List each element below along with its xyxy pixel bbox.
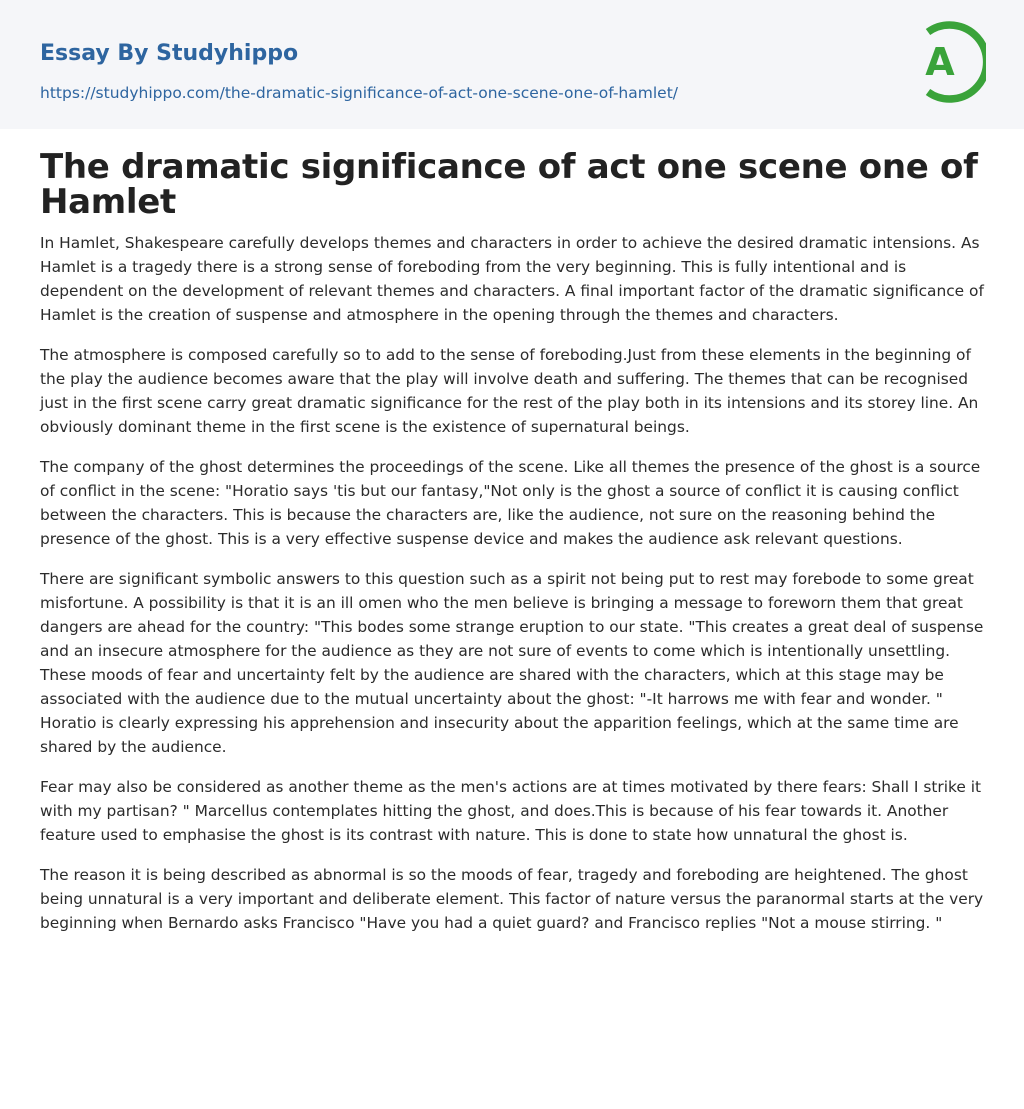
logo-letter: A [925,40,955,84]
page-header [0,0,1024,129]
studyhippo-logo-icon[interactable] [912,19,986,105]
article-url-link[interactable]: https://studyhippo.com/the-dramatic-significance-of-act-one-scene-one-of-hamlet/ [40,84,678,102]
article-paragraph: The reason it is being described as abnormal is so the moods of fear, tragedy and foreboding are heightened. The ghost being unnatural is a very important and deliberate element. This factor of nature versus the paranormal starts at the very beginning when Bernardo asks Francisco "Have you had a quiet guard? and Francisco replies "Not a mouse stirring. " [40,866,984,932]
article-paragraph: In Hamlet, Shakespeare carefully develops themes and characters in order to achieve the desired dramatic intensions. As Hamlet is a tragedy there is a strong sense of foreboding from the very beginning. This is fully intentional and is dependent on the development of relevant themes and characters. A final important factor of the dramatic significance of Hamlet is the creation of suspense and atmosphere in the opening through the themes and characters. [40,234,984,324]
article-paragraph: The atmosphere is composed carefully so to add to the sense of foreboding.Just from these elements in the beginning of the play the audience becomes aware that the play will involve death and suffering. The themes that can be recognised just in the first scene carry great dramatic significance for the rest of the play both in its intensions and its storey line. An obviously dominant theme in the first scene is the existence of supernatural beings. [40,346,979,436]
article-paragraph: There are significant symbolic answers to this question such as a spirit not being put to rest may forebode to some great misfortune. A possibility is that it is an ill omen who the men believe is bringing a message to foreworn them that great dangers are ahead for the country: "This bodes some strange eruption to our state. "This creates a great deal of suspense and an insecure atmosphere for the audience as they are not sure of events to come which is intentionally unsettling. These moods of fear and uncertainty felt by the audience are shared with the characters, which at this stage may be associated with the audience due to the mutual uncertainty about the ghost: "-It harrows me with fear and wonder. " Horatio is clearly expressing his apprehension and insecurity about the apparition feelings, which at the same time are shared by the audience. [40,570,984,756]
article-body [40,231,984,935]
article-title: The dramatic significance of act one scene one of Hamlet [40,147,978,222]
article-paragraph: Fear may also be considered as another theme as the men's actions are at times motivated by there fears: Shall I strike it with my partisan? " Marcellus contemplates hitting the ghost, and does.This is because of his fear towards it. Another feature used to emphasise the ghost is its contrast with nature. This is done to state how unnatural the ghost is. [40,778,982,844]
article-paragraph: The company of the ghost determines the proceedings of the scene. Like all themes the presence of the ghost is a source of conflict in the scene: "Horatio says 'tis but our fantasy,"Not only is the ghost a source of conflict it is causing conflict between the characters. This is because the characters are, like the audience, not sure on the reasoning behind the presence of the ghost. This is a very effective suspense device and makes the audience ask relevant questions. [40,458,981,548]
site-brand[interactable]: Essay By Studyhippo [40,41,299,66]
